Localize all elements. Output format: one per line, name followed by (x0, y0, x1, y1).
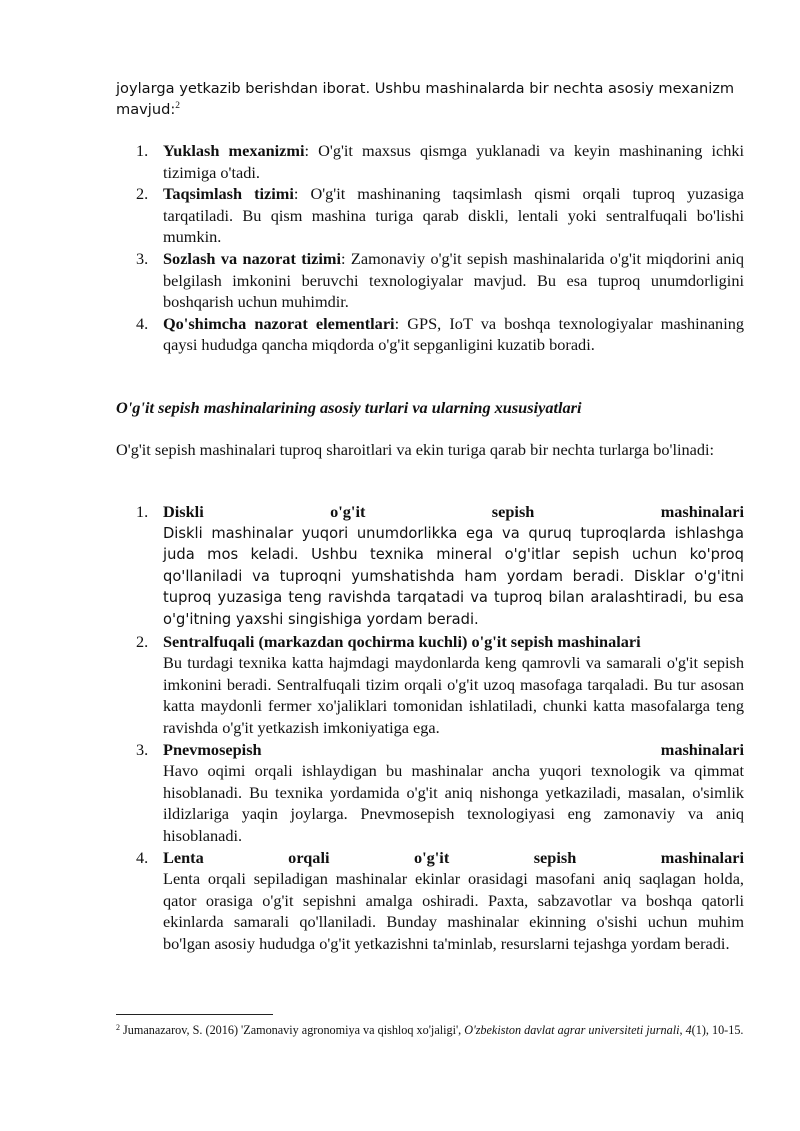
title-word: mashinalari (660, 502, 744, 521)
title-word: o'g'it (330, 502, 366, 521)
title-word: orqali (288, 847, 330, 867)
list-number: 4. (136, 847, 149, 867)
list-number: 3. (136, 739, 149, 759)
list-desc: : GPS, IoT va boshqa texnologiyalar mashinaning qaysi hududga qancha miqdorda o'g'it sepganligini kuzatib boradi. (163, 313, 744, 355)
footnote-separator (116, 1014, 273, 1015)
list-title (163, 631, 744, 653)
mechanism-list (116, 140, 744, 356)
machine-types-list (116, 501, 744, 954)
title-word: mashinalari (660, 847, 744, 867)
list-item (116, 183, 744, 248)
list-item (116, 847, 744, 955)
intro-text: joylarga yetkazib berishdan iborat. Ushbu mashinalarda bir nechta asosiy mexanizm (116, 80, 735, 97)
title-word: sepish (491, 502, 535, 521)
list-number: 1. (136, 502, 149, 521)
section-intro: O'g'it sepish mashinalari tuproq sharoitlari va ekin turiga qarab bir nechta turlarga bo'linadi: (116, 440, 715, 459)
title-word: Diskli (163, 502, 204, 521)
title-word: sepish (533, 847, 577, 867)
intro-text-2: mavjud: (116, 101, 176, 118)
title-word: o'g'it (413, 847, 450, 867)
list-desc: Diskli mashinalar yuqori unumdorlikka ega va quruq tuproqlarda ishlashga juda mos keladi. Ushbu texnika mineral o'g'itlar sepish uchun ko'proq qo'llaniladi va tuproqni yumshatishda ham yordam beradi. Disklar o'g'itni tuproq yuzasiga teng ravishda tarqatadi va tuproq bilan aralashtiradi, bu esa o'g'itning yaxshi singishiga yordam beradi. (163, 524, 744, 628)
title-word: Sentralfuqali (markazdan qochirma kuchli) o'g'it sepish mashinalari (163, 631, 641, 651)
title-word: mashinalari (660, 739, 744, 759)
list-desc: : Zamonaviy o'g'it sepish mashinalarida o'g'it miqdorini aniq belgilash imkonini beruvchi texnologiyalar mavjud. Bu esa tuproq unumdorligini boshqarish uchun muhimdir. (163, 248, 745, 312)
list-title (163, 501, 744, 523)
list-desc: Havo oqimi orqali ishlaydigan bu mashinalar ancha yuqori texnologik va qimmat hisoblanadi. Bu texnika yordamida o'g'it aniq nishonga yetkaziladi, masalan, o'simlik ildizlariga yaqin joylarga. Pnevmosepish texnologiyasi eng zamonaviy va aniq hisoblanadi. (163, 761, 744, 845)
list-term: Yuklash mexanizmi (163, 141, 305, 160)
list-desc: : O'g'it mashinaning taqsimlash qismi orqali tuproq yuzasiga tarqatiladi. Bu qism mashina turiga qarab diskli, lentali yoki sentralfuqali bo'lishi mumkin. (163, 184, 745, 247)
list-item (116, 140, 744, 183)
footnote-journal: O'zbekiston davlat agrar universiteti jurnali (464, 1023, 680, 1037)
list-item (116, 631, 744, 739)
footnote-mark: 2 (116, 1023, 120, 1032)
footnote-ref[interactable]: 2 (175, 101, 181, 111)
list-desc: Lenta orqali sepiladigan mashinalar ekinlar orasidagi masofani aniq saqlagan holda, qator orasiga o'g'it sepishni amalga oshiradi. Paxta, sabzavotlar va boshqa qatorli ekinlarda samarali qo'llaniladi. Bunday mashinalar ekinning o'sishi uchun muhim bo'lgan asosiy hududga o'g'it yetkazishni ta'minlab, resurslarni tejashga yordam beradi. (163, 869, 744, 953)
list-number: 1. (136, 141, 149, 160)
title-word: Lenta (163, 847, 204, 867)
list-term: Taqsimlash tizimi (163, 184, 294, 204)
list-desc: : O'g'it maxsus qismga yuklanadi va keyin mashinaning ichki tizimiga o'tadi. (163, 141, 744, 182)
list-number: 4. (136, 313, 149, 333)
list-term: Qo'shimcha nazorat elementlari (163, 313, 395, 333)
list-title (163, 739, 744, 761)
intro-line-2 (116, 98, 744, 121)
list-item (116, 313, 744, 356)
list-item (116, 248, 744, 313)
list-item (116, 739, 744, 847)
list-desc: Bu turdagi texnika katta hajmdagi maydonlarda keng qamrovli va samarali o'g'it sepish imkonini beradi. Sentralfuqali tizim orqali o'g'it uzoq masofaga tarqaladi. Bu tur asosan katta maydonli fermer xo'jaliklari tomonidan ishlatiladi, chunki katta masofalarga teng ravishda o'g'it yetkazish imkoniyatiga ega. (163, 653, 744, 737)
list-number: 2. (136, 184, 149, 204)
section-heading: O'g'it sepish mashinalarining asosiy turlari va ularning xususiyatlari (116, 398, 582, 417)
footnote-rest: (1), 10-15. (691, 1023, 744, 1037)
footnote (116, 1022, 744, 1040)
footnote-sep: , (679, 1023, 686, 1037)
footnote-text: Jumanazarov, S. (2016) 'Zamonaviy agronomiya va qishloq xo'jaligi', (120, 1023, 465, 1037)
list-title (163, 847, 744, 869)
list-number: 2. (136, 631, 149, 651)
intro-line (116, 77, 744, 100)
title-word: Pnevmosepish (163, 739, 262, 759)
list-number: 3. (136, 248, 149, 268)
list-term: Sozlash va nazorat tizimi (163, 248, 342, 268)
footnote-volume: 4 (685, 1023, 692, 1037)
list-item (116, 501, 744, 631)
